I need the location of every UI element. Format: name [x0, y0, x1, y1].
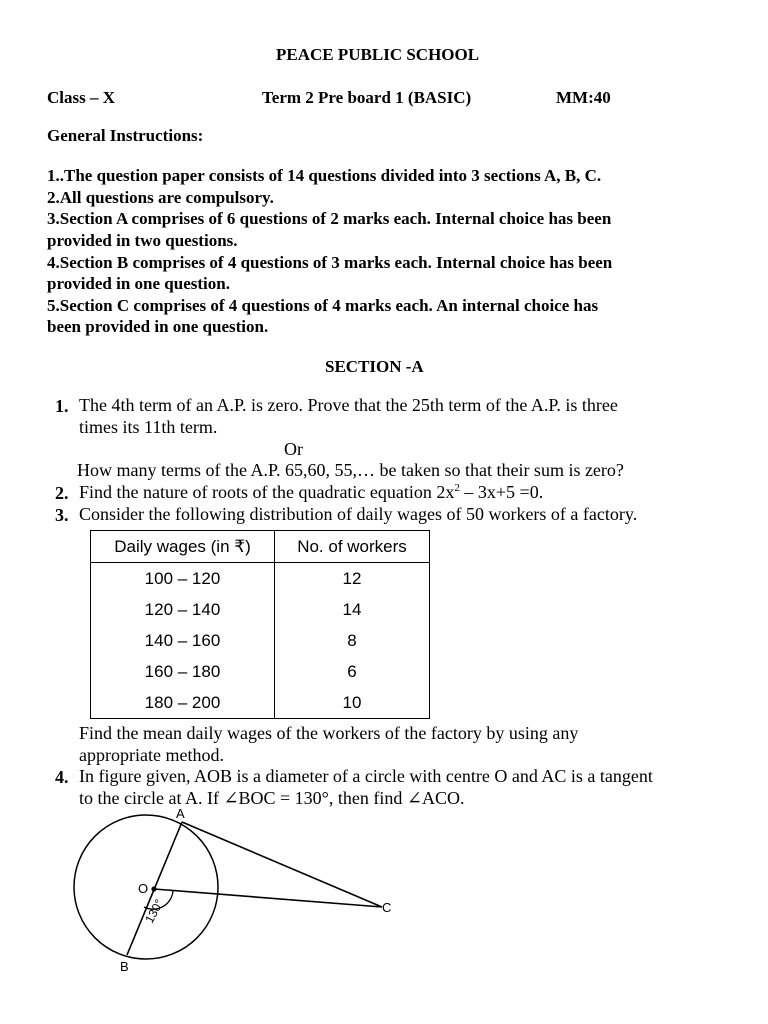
table-header: Daily wages (in ₹) [91, 531, 275, 563]
table-row [91, 656, 430, 687]
label-o: O [138, 881, 149, 896]
instruction-line: 3.Section A comprises of 6 questions of 2 marks each. Internal choice has been [47, 209, 612, 228]
instruction-line: provided in two questions. [47, 231, 238, 250]
label-a: A [176, 806, 185, 821]
question-text: Find the nature of roots of the quadratic equation $2x^2 - 3x+5 =0$. [79, 482, 544, 502]
max-marks: MM:40 [556, 88, 611, 107]
question-text: to the circle at A. If ∠BOC = 130°, then find ∠ACO. [79, 788, 465, 808]
table-cell: 12 [275, 563, 430, 595]
or-label: Or [284, 439, 303, 459]
table-cell: 140 – 160 [91, 625, 275, 656]
question-text: In figure given, AOB is a diameter of a circle with centre O and AC is a tangent [79, 766, 653, 786]
label-b: B [120, 959, 129, 974]
table-cell: 100 – 120 [91, 563, 275, 595]
table-header-row [91, 531, 430, 563]
question-number: 3. [55, 505, 69, 525]
table-cell: 180 – 200 [91, 687, 275, 719]
instruction-line: 1..The question paper consists of 14 questions divided into 3 sections A, B, C. [47, 166, 602, 185]
question-text: Find the mean daily wages of the workers of the factory by using any [79, 723, 579, 743]
table-header: No. of workers [275, 531, 430, 563]
instruction-line: been provided in one question. [47, 317, 269, 336]
table-row [91, 687, 430, 719]
question-number: 2. [55, 483, 69, 503]
wages-table [90, 530, 430, 719]
exam-title: Term 2 Pre board 1 (BASIC) [262, 88, 472, 107]
instructions-heading: General Instructions: [47, 126, 204, 145]
instruction-line: provided in one question. [47, 274, 230, 293]
question-text: appropriate method. [79, 745, 224, 765]
section-title: SECTION -A [325, 357, 424, 376]
table-cell: 120 – 140 [91, 594, 275, 625]
table-cell: 6 [275, 656, 430, 687]
table-row [91, 625, 430, 656]
question-number: 4. [55, 767, 69, 787]
question-text: Consider the following distribution of daily wages of 50 workers of a factory. [79, 504, 638, 524]
school-name: PEACE PUBLIC SCHOOL [276, 45, 480, 64]
label-c: C [382, 900, 392, 915]
question-text: How many terms of the A.P. 65,60, 55,… be taken so that their sum is zero? [77, 460, 624, 480]
class-label: Class – X [47, 88, 116, 107]
question-text: times its 11th term. [79, 417, 218, 437]
instruction-line: 2.All questions are compulsory. [47, 188, 274, 207]
table-cell: 160 – 180 [91, 656, 275, 687]
instruction-line: 4.Section B comprises of 4 questions of 3 marks each. Internal choice has been [47, 253, 613, 272]
table-row [91, 563, 430, 595]
circle-tangent-figure [70, 805, 410, 980]
question-text: The 4th term of an A.P. is zero. Prove that the 25th term of the A.P. is three [79, 395, 618, 415]
table-cell: 10 [275, 687, 430, 719]
instruction-line: 5.Section C comprises of 4 questions of 4 marks each. An internal choice has [47, 296, 599, 315]
table-cell: 8 [275, 625, 430, 656]
table-row [91, 594, 430, 625]
centre-point [151, 886, 156, 891]
question-number: 1. [55, 396, 69, 416]
angle-label: 130° [142, 896, 167, 926]
table-cell: 14 [275, 594, 430, 625]
